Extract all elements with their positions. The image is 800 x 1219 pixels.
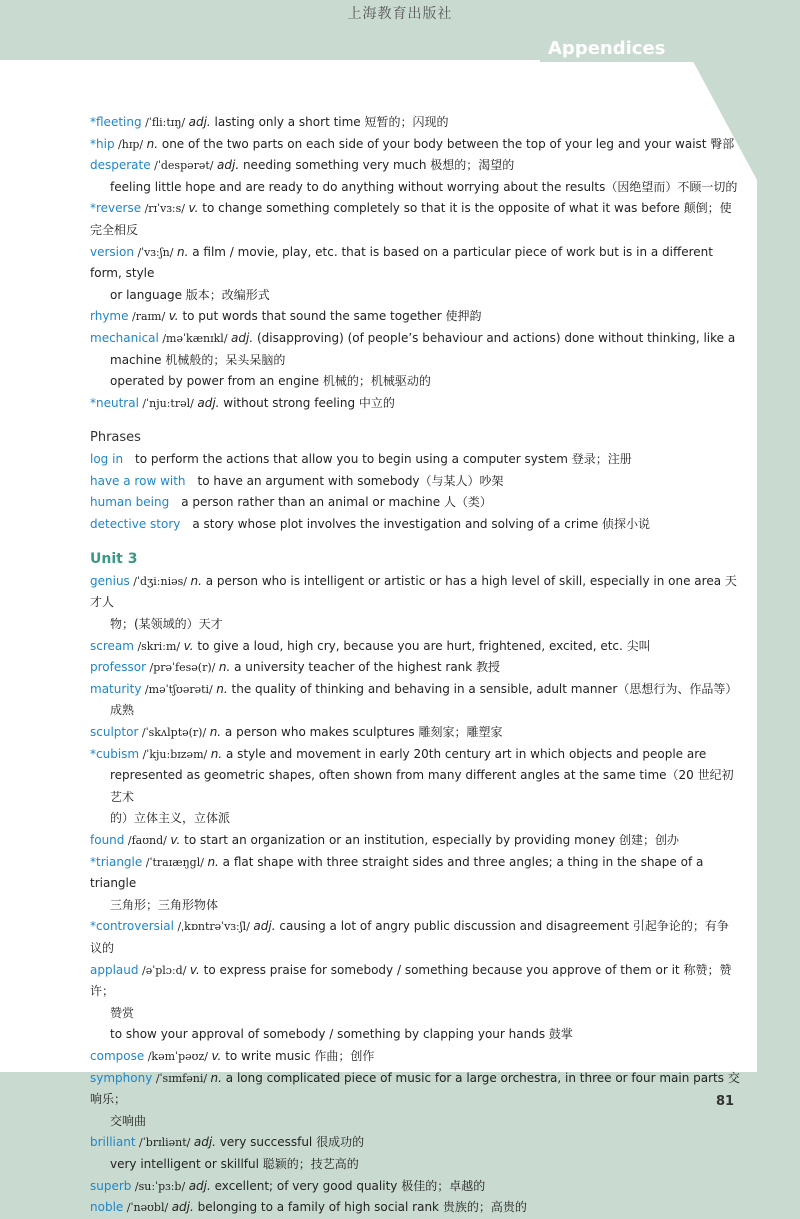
part-of-speech: v.: [170, 833, 181, 847]
entry-word: brilliant: [90, 1135, 136, 1150]
definition: a long complicated piece of music for a large orchestra, in three or four main parts 交响乐；: [90, 1070, 740, 1107]
glossary-entry: [90, 1046, 740, 1068]
headword: [90, 201, 141, 215]
definition: a flat shape with three straight sides and three angles; a thing in the shape of a triangle: [90, 854, 704, 891]
phrase-term: human being: [90, 495, 170, 510]
pronunciation: /məˈtʃʊərəti/: [141, 682, 217, 696]
headword: [90, 963, 139, 977]
glossary-entry: [90, 393, 740, 415]
glossary-entry: [90, 1132, 740, 1154]
definition-continuation: feeling little hope and are ready to do anything without worrying about the results（因绝望而）不顾一切的: [110, 179, 738, 194]
glossary-entry: [90, 134, 740, 156]
pronunciation: /hɪp/: [114, 137, 147, 151]
pronunciation: /ˈtraɪæŋgl/: [142, 855, 208, 869]
pronunciation: /kəmˈpəʊz/: [144, 1049, 212, 1063]
headword: [90, 660, 146, 674]
definition: one of the two parts on each side of your body between the top of your leg and your waist 臀部: [158, 136, 735, 151]
part-of-speech: adj.: [217, 158, 240, 173]
phrase-list: [90, 449, 740, 535]
part-of-speech: v.: [189, 962, 200, 977]
phrase-entry: [90, 492, 740, 514]
definition-continuation: to show your approval of somebody / something by clapping your hands 鼓掌: [110, 1027, 573, 1042]
glossary-entry: [90, 830, 740, 852]
definition: a person who makes sculptures 雕刻家；雕塑家: [221, 725, 503, 740]
glossary-entry: [90, 242, 740, 285]
phrase-definition: a story whose plot involves the investigation and solving of a crime 侦探小说: [192, 516, 651, 531]
entry-word: hip: [96, 136, 115, 151]
entry-word: scream: [90, 638, 134, 653]
definition: needing something very much 极想的；渴望的: [239, 158, 515, 173]
pronunciation: /ˈkjuːbɪzəm/: [139, 747, 211, 761]
entry-star: *: [90, 201, 96, 216]
part-of-speech: adj.: [188, 115, 211, 129]
section-title: Appendices: [548, 38, 666, 59]
pronunciation: /ˈskʌlptə(r)/: [138, 726, 210, 740]
headword: [90, 245, 134, 259]
definition: to start an organization or an institution, especially by providing money 创建；创办: [180, 833, 680, 847]
phrase-term: have a row with: [90, 473, 186, 488]
definition-continuation: 三角形；三角形物体: [110, 897, 219, 912]
headword: [90, 1200, 123, 1214]
glossary-entry: [90, 306, 740, 328]
definition: without strong feeling 中立的: [219, 395, 395, 410]
glossary-entry: [90, 679, 740, 701]
headword: [90, 919, 174, 933]
entry-word: rhyme: [90, 309, 129, 324]
pronunciation: /əˈplɔːd/: [138, 963, 190, 977]
definition-continuation: 交响曲: [110, 1113, 147, 1128]
headword: [90, 833, 124, 847]
phrase-definition: to perform the actions that allow you to begin using a computer system 登录；注册: [135, 451, 632, 466]
entry-list-top: [90, 112, 740, 414]
entry-word: noble: [90, 1200, 124, 1215]
glossary-entry: [90, 571, 740, 614]
headword: [90, 855, 142, 869]
glossary-entry: [90, 1176, 740, 1198]
pronunciation: /ˈdʒiːniəs/: [129, 574, 191, 588]
definition: lasting only a short time 短暂的；闪现的: [210, 115, 449, 129]
part-of-speech: v.: [188, 201, 199, 216]
entry-star: *: [90, 919, 96, 934]
definition: excellent; of very good quality 极佳的；卓越的: [210, 1178, 486, 1193]
entry-word: reverse: [96, 201, 142, 216]
part-of-speech: v.: [183, 638, 194, 653]
entry-star: *: [90, 136, 96, 151]
phrase-definition: a person rather than an animal or machine 人（类）: [181, 495, 492, 510]
publisher-name: 上海教育出版社: [347, 6, 453, 22]
headword: [90, 309, 129, 323]
pronunciation: /ˌkɒntrəˈvɜːʃl/: [173, 920, 254, 934]
pronunciation: /ˈbrɪliənt/: [135, 1136, 194, 1150]
part-of-speech: n.: [146, 136, 159, 151]
entry-word: mechanical: [90, 330, 159, 345]
entry-star: *: [90, 395, 96, 410]
part-of-speech: n.: [190, 573, 202, 588]
headword: [90, 158, 151, 172]
entry-word: sculptor: [90, 725, 139, 740]
definition: very successful 很成功的: [216, 1135, 365, 1150]
definition-continuation: 物；(某领域的）天才: [110, 617, 223, 632]
glossary-entry: [90, 744, 740, 766]
entry-star: *: [90, 854, 96, 869]
pronunciation: /ˈdespərət/: [150, 159, 218, 173]
definition-continuation: represented as geometric shapes, often shown from many different angles at the same time（20 世纪初艺术: [110, 768, 734, 804]
glossary-entry: [90, 328, 740, 350]
definition: to write music 作曲；创作: [221, 1048, 375, 1063]
entry-word: fleeting: [96, 115, 142, 129]
headword: [90, 1179, 131, 1193]
pronunciation: /məˈkænɪkl/: [158, 331, 232, 345]
glossary-entry: [90, 112, 740, 134]
entry-word: professor: [90, 660, 147, 675]
definition: to express praise for somebody / something because you approve of them or it 称赞；赞许；: [90, 962, 732, 999]
definition-continuation: very intelligent or skillful 聪颖的；技艺高的: [110, 1156, 359, 1171]
part-of-speech: n.: [216, 681, 228, 696]
phrases-heading: Phrases: [90, 430, 141, 446]
headword: [90, 1135, 136, 1149]
glossary-entry: [90, 198, 740, 241]
definition: (disapproving) (of people’s behaviour and actions) done without thinking, like a: [253, 330, 736, 345]
part-of-speech: adj.: [171, 1200, 194, 1215]
unit-heading: Unit 3: [90, 551, 138, 568]
part-of-speech: n.: [210, 1070, 222, 1085]
entry-word: neutral: [96, 395, 139, 410]
headword: [90, 396, 139, 410]
glossary-entry: [90, 722, 740, 744]
glossary-entry: [90, 155, 740, 177]
headword: [90, 1049, 144, 1063]
definition: belonging to a family of high social rank 贵族的；高贵的: [193, 1200, 527, 1215]
headword: [90, 639, 134, 653]
headword: [90, 747, 139, 761]
headword: [90, 1071, 152, 1085]
part-of-speech: n.: [218, 660, 231, 675]
part-of-speech: v.: [168, 309, 179, 324]
definition-continuation: operated by power from an engine 机械的；机械驱动的: [110, 374, 431, 389]
part-of-speech: adj.: [193, 1135, 216, 1150]
glossary: [90, 112, 740, 1219]
phrase-term: log in: [90, 451, 124, 466]
entry-word: symphony: [90, 1070, 153, 1085]
entry-word: compose: [90, 1048, 145, 1063]
definition-continuation: 的）立体主义，立体派: [110, 811, 231, 826]
headword: [90, 331, 159, 345]
definition: to put words that sound the same together 使押韵: [178, 309, 482, 324]
definition-continuation: 赞赏: [110, 1005, 135, 1020]
headword: [90, 137, 115, 151]
glossary-entry: [90, 636, 740, 658]
phrase-definition: to have an argument with somebody（与某人）吵架: [197, 473, 504, 488]
phrase-term: detective story: [90, 516, 181, 531]
pronunciation: /ˈfliːtɪŋ/: [141, 116, 189, 129]
entry-word: triangle: [96, 854, 143, 869]
pronunciation: /suːˈpɜːb/: [131, 1179, 189, 1193]
pronunciation: /ˈvɜːʃn/: [133, 245, 177, 259]
glossary-entry: [90, 1197, 740, 1219]
entry-word: controversial: [96, 919, 174, 934]
part-of-speech: adj.: [253, 919, 276, 934]
headword: [90, 725, 138, 739]
entry-word: superb: [90, 1178, 132, 1193]
entry-star: *: [90, 115, 96, 129]
definition: a person who is intelligent or artistic or has a high level of skill, especially in one area 天才人: [90, 573, 737, 610]
definition: the quality of thinking and behaving in a sensible, adult manner（思想行为、作品等）: [227, 681, 738, 696]
pronunciation: /ˈnjuːtrəl/: [138, 396, 198, 410]
definition: a style and movement in early 20th century art in which objects and people are: [222, 746, 707, 761]
glossary-entry: [90, 916, 740, 959]
part-of-speech: adj.: [188, 1178, 211, 1193]
page-number: 81: [716, 1094, 735, 1109]
part-of-speech: v.: [211, 1048, 222, 1063]
pronunciation: /raɪm/: [128, 310, 169, 324]
definition-continuation: 成熟: [110, 703, 135, 718]
part-of-speech: adj.: [197, 395, 220, 410]
definition: a film / movie, play, etc. that is based on a particular piece of work but is in a different form, style: [90, 244, 713, 281]
entry-word: version: [90, 244, 134, 259]
pronunciation: /prəˈfesə(r)/: [146, 661, 219, 675]
part-of-speech: n.: [210, 746, 223, 761]
entry-word: found: [90, 833, 125, 847]
definition: to give a loud, high cry, because you are hurt, frightened, excited, etc. 尖叫: [193, 638, 651, 653]
part-of-speech: n.: [176, 244, 189, 259]
glossary-entry: [90, 1068, 740, 1111]
glossary-entry: [90, 852, 740, 895]
headword: [90, 574, 130, 588]
headword: [90, 115, 142, 129]
part-of-speech: adj.: [231, 330, 254, 345]
entry-word: applaud: [90, 962, 139, 977]
pronunciation: /faʊnd/: [124, 834, 171, 847]
headword: [90, 682, 141, 696]
definition: to change something completely so that it is the opposite of what it was before 颠倒；使完全相反: [90, 201, 732, 237]
entry-word: genius: [90, 573, 130, 588]
pronunciation: /skriːm/: [133, 639, 184, 653]
entry-word: maturity: [90, 681, 142, 696]
pronunciation: /rɪˈvɜːs/: [141, 202, 189, 216]
part-of-speech: n.: [209, 725, 222, 740]
phrase-entry: [90, 514, 740, 536]
definition-continuation: machine 机械般的；呆头呆脑的: [110, 352, 286, 367]
phrase-entry: [90, 471, 740, 493]
glossary-entry: [90, 657, 740, 679]
definition: a university teacher of the highest rank 教授: [230, 660, 501, 675]
entry-word: desperate: [90, 158, 151, 173]
pronunciation: /ˈnəʊbl/: [123, 1201, 172, 1215]
entry-star: *: [90, 746, 96, 761]
entry-list-unit: [90, 571, 740, 1219]
entry-word: cubism: [96, 746, 140, 761]
phrase-entry: [90, 449, 740, 471]
definition-continuation: or language 版本；改编形式: [110, 287, 270, 302]
definition: causing a lot of angry public discussion and disagreement 引起争论的；有争议的: [90, 919, 729, 955]
glossary-entry: [90, 960, 740, 1003]
part-of-speech: n.: [207, 854, 219, 869]
pronunciation: /ˈsɪmfəni/: [152, 1071, 211, 1085]
